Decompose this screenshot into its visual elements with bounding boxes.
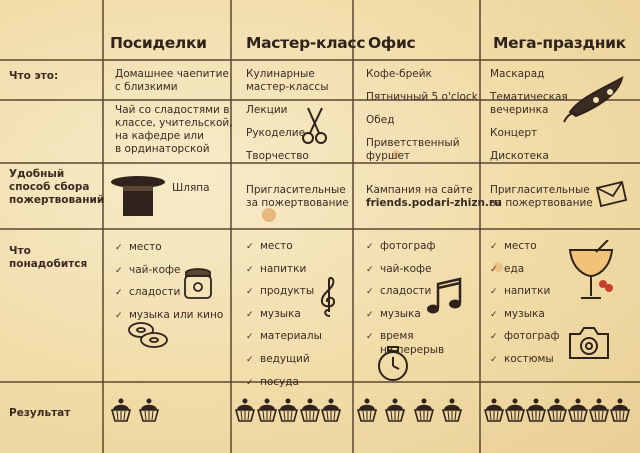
list-item: ✓ место <box>490 240 537 252</box>
stain <box>262 208 276 222</box>
cupcake-icon <box>525 397 547 423</box>
list-item: ✓ место <box>246 240 293 252</box>
what-cell-office: Кофе-брейк Пятничный 5 o'clock Обед Приветственный фуршет <box>366 68 478 162</box>
list-item: ✓ чай-кофе <box>115 263 181 276</box>
cupcake-icon <box>441 397 463 423</box>
list-item: ✓ чай-кофе <box>366 262 432 275</box>
collect-cell-masterclass: Пригласительные за пожертвование <box>246 184 349 209</box>
list-item: ✓ фотограф <box>490 330 560 343</box>
row-header-need: Что понадобится <box>9 245 88 270</box>
column-divider <box>102 0 104 453</box>
music-notes-icon <box>425 276 463 316</box>
list-item: ✓ место <box>115 241 162 253</box>
treble-clef-icon <box>318 276 340 318</box>
cupcake-icon <box>138 397 160 423</box>
collect-cell-posidelki: Шляпа <box>172 182 210 194</box>
cupcake-icon <box>413 397 435 423</box>
jam-jar-icon <box>180 266 216 302</box>
what-cell-posidelki: Домашнее чаепитие с близкими Чай со сладостями в классе, учительской, на кафедре или в ординаторской <box>115 68 233 155</box>
cupcake-icon <box>384 397 406 423</box>
cupcake-icon <box>277 397 299 423</box>
list-item: ✓ музыка <box>246 307 301 320</box>
column-title: Офис <box>368 34 416 52</box>
cupcake-icon <box>588 397 610 423</box>
cupcake-icon <box>483 397 505 423</box>
cupcake-icon <box>110 397 132 423</box>
cupcake-icon <box>299 397 321 423</box>
cupcake-icon <box>546 397 568 423</box>
what-cell-masterclass: Кулинарные мастер-классы Лекции Рукоделие Творчество <box>246 68 329 162</box>
list-item: ✓ сладости <box>115 286 181 299</box>
hat-icon <box>110 172 166 220</box>
row-divider <box>0 228 640 230</box>
list-item: ✓ еда <box>490 262 525 275</box>
cocktail-icon <box>566 240 618 306</box>
cupcake-icon <box>504 397 526 423</box>
cupcake-icon <box>320 397 342 423</box>
clock-icon <box>376 346 410 382</box>
collect-cell-office: Кампания на сайте friends.podari-zhizn.ru <box>366 184 502 209</box>
row-header-result: Результат <box>9 407 71 419</box>
list-item: ✓ напитки <box>490 285 551 298</box>
list-item: ✓ сладости <box>366 285 432 298</box>
cupcake-icon <box>609 397 631 423</box>
list-item: ✓ продукты <box>246 285 315 298</box>
list-item: ✓ музыка или кино <box>115 308 224 321</box>
collect-cell-megaparty: Пригласительные за пожертвование <box>490 184 593 209</box>
column-title: Посиделки <box>110 34 207 52</box>
column-title: Мега-праздник <box>493 34 626 52</box>
list-item: ✓ ведущий <box>246 352 310 365</box>
scissors-icon <box>300 104 330 146</box>
cupcake-icon <box>234 397 256 423</box>
cupcake-icon <box>567 397 589 423</box>
list-item: ✓ музыка <box>366 307 421 320</box>
column-divider <box>352 0 354 453</box>
need-list-megaparty <box>490 240 560 376</box>
list-item: ✓ костюмы <box>490 352 554 365</box>
list-item: ✓ посуда <box>246 375 299 388</box>
column-divider <box>479 0 481 453</box>
bagels-icon <box>126 320 172 350</box>
mask-icon <box>560 68 632 126</box>
cupcake-icon <box>356 397 378 423</box>
camera-icon <box>566 322 612 362</box>
need-list-masterclass <box>246 240 322 398</box>
list-item: ✓ музыка <box>490 307 545 320</box>
list-item: ✓ напитки <box>246 262 307 275</box>
row-header-collect: Удобный способ сбора пожертвований <box>9 168 105 206</box>
envelope-icon <box>594 180 628 208</box>
list-item: на перерыв <box>380 344 445 357</box>
what-cell-megaparty: Маскарад Тематическая вечеринка Концерт Дискотека <box>490 68 568 162</box>
row-header-what: Что это: <box>9 70 59 82</box>
list-item: ✓ время <box>366 330 414 343</box>
column-title: Мастер-класс <box>246 34 366 52</box>
list-item: ✓ фотограф <box>366 240 436 252</box>
cupcake-icon <box>256 397 278 423</box>
row-divider <box>0 59 640 61</box>
list-item: ✓ материалы <box>246 330 322 343</box>
